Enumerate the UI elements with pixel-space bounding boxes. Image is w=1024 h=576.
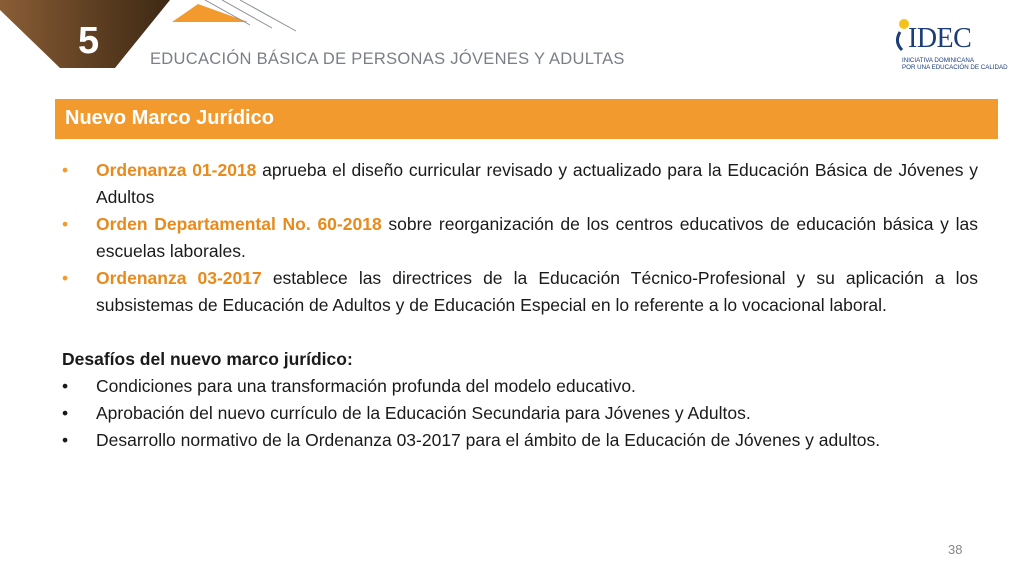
legal-item-highlight: Orden Departamental No. 60-2018 — [96, 214, 382, 234]
legal-item — [62, 157, 978, 211]
legal-item-highlight: Ordenanza 01-2018 — [96, 160, 257, 180]
bullet-icon: • — [62, 430, 69, 450]
challenges-heading: Desafíos del nuevo marco jurídico: — [62, 349, 353, 369]
challenge-item-text: Condiciones para una transformación profunda del modelo educativo. — [96, 376, 636, 396]
bullet-icon: • — [62, 403, 69, 423]
challenge-item — [62, 373, 978, 400]
spacer — [62, 319, 978, 346]
bullet-icon: • — [62, 214, 69, 234]
legal-item-text: establece las directrices de la Educación Técnico-Profesional y su aplicación a los subsistemas de Educación de Adultos y de Educación Especial en lo referente a lo vocacional laboral. — [96, 268, 978, 315]
slide-content — [62, 157, 978, 454]
corner-orange-triangle — [172, 4, 248, 22]
logo-subtitle-1: INICIATIVA DOMINICANA — [902, 57, 974, 64]
legal-item — [62, 211, 978, 265]
bullet-icon: • — [62, 268, 69, 288]
idec-logo — [888, 14, 1006, 74]
legal-item-highlight: Ordenanza 03-2017 — [96, 268, 262, 288]
challenge-item-text: Desarrollo normativo de la Ordenanza 03-2017 para el ámbito de la Educación de Jóvenes y adultos. — [96, 430, 881, 450]
corner-stripe-3 — [240, 0, 296, 31]
banner-title: Nuevo Marco Jurídico — [65, 107, 274, 129]
challenge-item-text: Aprobación del nuevo currículo de la Educación Secundaria para Jóvenes y Adultos. — [96, 403, 751, 423]
section-banner — [55, 99, 998, 139]
logo-name: IDEC — [908, 23, 972, 54]
challenge-item — [62, 400, 978, 427]
bullet-icon: • — [62, 376, 69, 396]
challenge-item — [62, 427, 978, 454]
page-number: 38 — [948, 542, 963, 557]
legal-item-text: aprueba el diseño curricular revisado y actualizado para la Educación Básica de Jóvenes y Adultos — [96, 160, 978, 207]
header-title: EDUCACIÓN BÁSICA DE PERSONAS JÓVENES Y ADULTAS — [150, 50, 625, 68]
legal-item — [62, 265, 978, 319]
bullet-icon: • — [62, 160, 69, 180]
legal-item-text: sobre reorganización de los centros educativos de educación básica y las escuelas laborales. — [96, 214, 978, 261]
logo-subtitle-2: POR UNA EDUCACIÓN DE CALIDAD — [902, 64, 1008, 71]
section-number: 5 — [78, 20, 100, 62]
